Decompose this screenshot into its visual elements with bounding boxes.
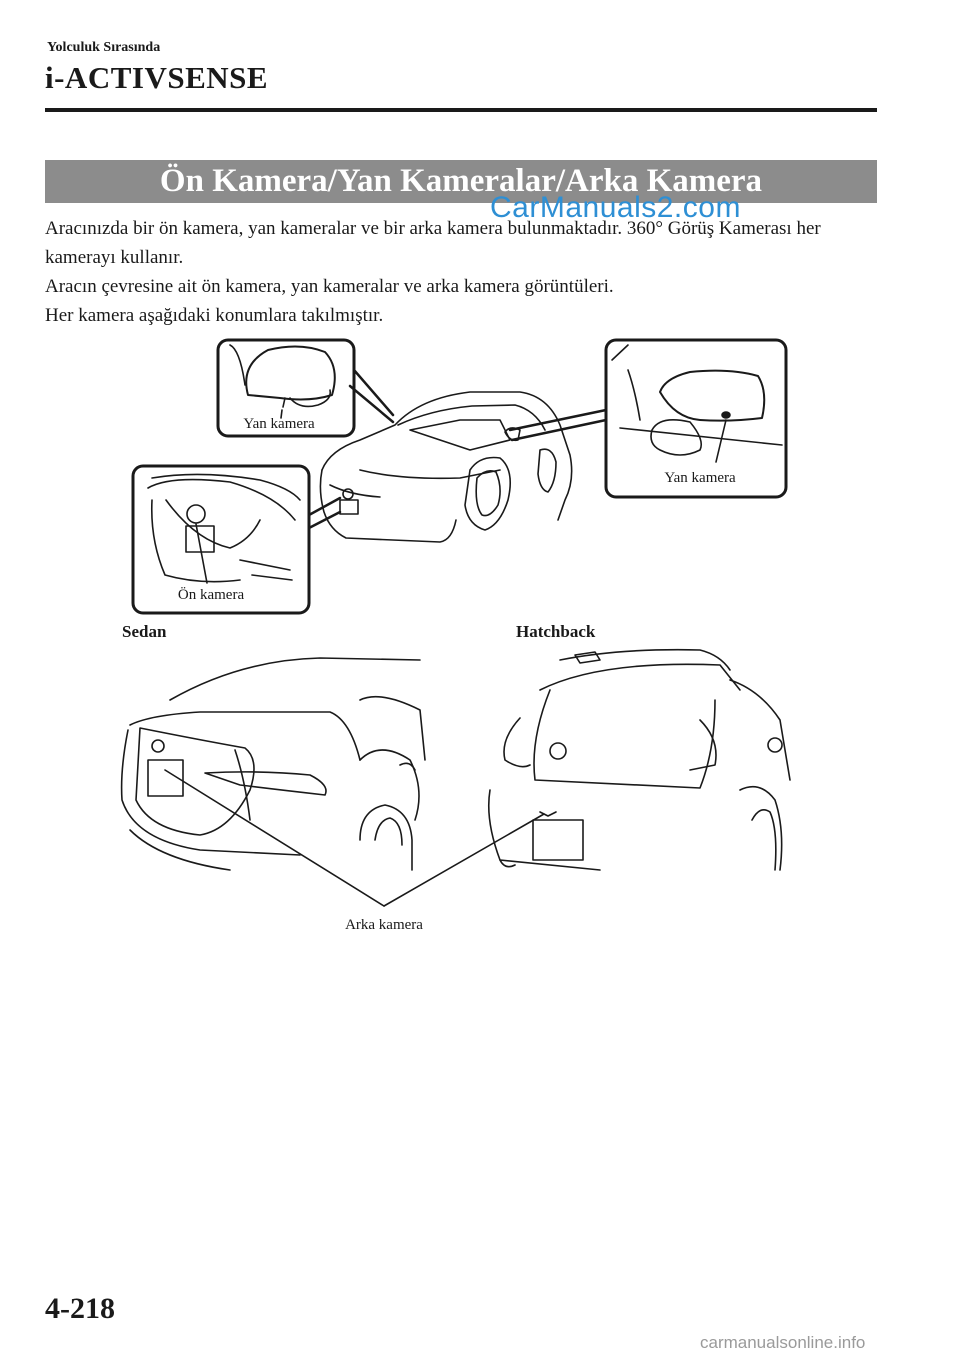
front-car-illustration	[320, 392, 571, 542]
hatchback-rear-illustration	[489, 650, 790, 870]
paragraph: Aracınızda bir ön kamera, yan kameralar ve bir arka kamera bulunmaktadır. 360° Görüş Kamerası her kamerayı kullanır.	[45, 218, 821, 268]
page-number: 4-218	[45, 1292, 115, 1325]
sedan-label: Sedan	[122, 622, 167, 641]
section-title: i-ACTIVSENSE	[45, 60, 269, 95]
sedan-rear-illustration	[122, 658, 425, 870]
breadcrumb: Yolculuk Sırasında	[47, 40, 161, 55]
side-mirror-inset-right	[510, 340, 786, 497]
front-camera-label: Ön kamera	[177, 587, 245, 603]
watermark: CarManuals2.com	[490, 191, 741, 224]
rear-camera-label: Arka kamera	[345, 917, 423, 933]
footer-watermark: carmanualsonline.info	[700, 1333, 866, 1352]
rear-camera-leaders	[165, 770, 544, 906]
paragraph: Her kamera aşağıdaki konumlara takılmıştır.	[45, 305, 384, 326]
side-camera-label-right: Yan kamera	[664, 470, 736, 486]
hatchback-label: Hatchback	[516, 622, 596, 641]
paragraph: Aracın çevresine ait ön kamera, yan kameralar ve arka kamera görüntüleri.	[45, 276, 614, 297]
side-camera-label-left: Yan kamera	[243, 416, 315, 432]
page-heading: Ön Kamera/Yan Kameralar/Arka Kamera	[159, 163, 763, 199]
